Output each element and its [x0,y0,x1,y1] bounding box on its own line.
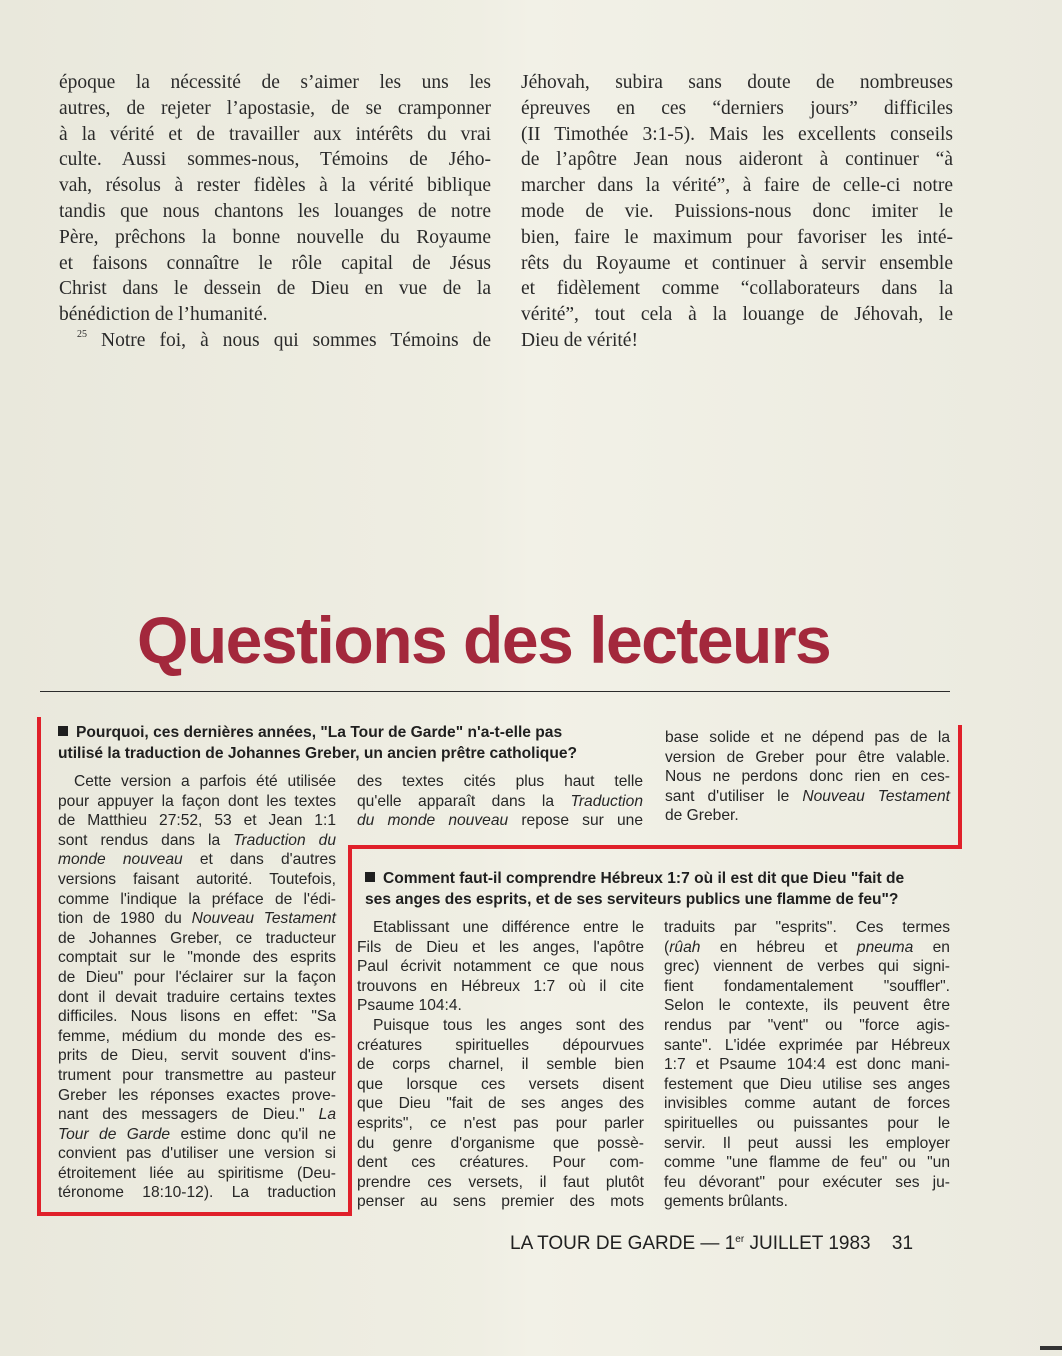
footer-day: 1 [724,1233,736,1254]
text-line: gements brûlants. [664,1193,788,1211]
text-line: de corps charnel, il semble bien [357,1056,644,1074]
text-line: des textes cités plus haut telle [357,773,643,790]
text-line: que lorsque ces versets disent [357,1075,644,1093]
text-line: trument pour transmettre au pasteur [58,1066,336,1084]
text-line: dent ces créatures. Pour com- [357,1154,644,1172]
highlight-border-bottom [37,1212,352,1216]
text-line: et fidèlement comme “collaborateurs dans la [521,278,953,300]
text-line: Puisque tous les anges sont des [373,1016,644,1034]
highlight-border-middle [348,845,962,849]
text-line: rendus par "vent" ou "force agis- [664,1016,950,1034]
scan-edge-mark [1040,1346,1062,1350]
text-line: difficiles. Nous lisons en effet: "Sa [58,1008,336,1026]
text-line: $^{25}$ Notre foi, à nous qui sommes Témoins de [77,328,491,351]
question-title-line: Pourquoi, ces dernières années, "La Tour de Garde" n'a-t-elle pas [58,722,577,743]
text-line: bien, faire le maximum pour favoriser les inté- [521,226,953,248]
text-line: sant d'utiliser le Nouveau Testament [665,787,950,805]
text-line: Père, prêchons la bonne nouvelle du Royaume [59,226,491,248]
text-line: invisibles comme autant de forces [664,1095,950,1113]
text-line: Dieu de vérité! [521,329,638,351]
title-divider [40,691,950,692]
text-line: marcher dans la vérité”, à faire de celle-ci notre [521,175,953,197]
text-line: spirituelles ou puissantes pour le [664,1114,950,1132]
top-article-right-column [521,70,953,354]
text-line: prendre ces versets, il faut plutôt [357,1173,644,1191]
question-2-column-1 [357,918,644,1212]
text-line: sont rendus dans la Traduction du [58,831,336,849]
text-line: vah, résolus à rester fidèles à la vérité biblique [59,175,491,197]
text-line: comptait sur le "monde des esprits [58,949,336,967]
section-title: Questions des lecteurs [137,603,831,677]
text-line: Etablissant une différence entre le [373,919,644,936]
text-line: vérité”, tout cela à la louange de Jéhovah, le [521,304,953,326]
text-line: épreuves en ces “derniers jours” difficiles [521,97,953,119]
question-2-column-2 [664,918,950,1212]
text-line: esprits", ce n'est pas pour parler [357,1114,644,1132]
question-1-column-3 [665,728,950,826]
text-line: comme l'indique la préface de l'édi- [58,890,336,908]
text-line: autres, de rejeter l’apostasie, de se cramponner [59,97,491,119]
question-title-line: utilisé la traduction de Johannes Greber, un ancien prêtre catholique? [58,745,578,762]
text-line: du monde nouveau repose sur une [357,812,643,830]
text-line: du genre d'organisme que possè- [357,1134,644,1152]
text-line: Cette version a parfois été utilisée [74,773,336,790]
square-bullet-icon [365,872,375,882]
text-line: penser au sens premier des mots [357,1193,644,1211]
text-line: et faisons connaître le rôle capital de Jésus [59,252,491,274]
text-line: étroitement liée au spiritisme (Deu- [58,1164,336,1182]
text-line: monde nouveau et dans d'autres [58,851,336,869]
text-line: que Dieu "fait de ses anges des [357,1095,644,1113]
question-2-title [365,868,904,910]
text-line: de Matthieu 27:52, 53 et Jean 1:1 [58,812,336,830]
text-line: (II Timothée 3:1-5). Mais les excellents conseils [521,123,953,145]
text-line: prits de Dieu, servit souvent d'ins- [58,1047,336,1065]
top-article-left-column [59,70,491,354]
page-number: 31 [891,1233,914,1254]
text-line: Christ dans le dessein de Dieu en vue de la [59,278,491,300]
text-line: culte. Aussi sommes-nous, Témoins de Jého- [59,149,491,171]
text-line: Nous ne perdons donc rien en ces- [665,768,950,786]
text-line: convient pas d'utiliser une version si [58,1145,336,1163]
text-line: base solide et ne dépend pas de la [665,729,950,746]
text-line: mode de vie. Puissions-nous donc imiter le [521,200,953,222]
text-line: téronome 18:10-12). La traduction [58,1184,336,1202]
highlight-border-right [958,725,962,849]
page-footer [510,1228,913,1256]
text-line: rêts du Royaume et continuer à servir ensemble [521,252,953,274]
text-line: Tour de Garde estime donc qu'il ne [58,1125,337,1143]
text-line: 1:7 et Psaume 104:4 est donc mani- [664,1056,950,1074]
text-line: dont il devait traduire certains textes [58,988,336,1006]
text-line: pour appuyer la façon dont les textes [58,792,336,810]
text-line: comme "une flamme de feu" ou "un [664,1154,950,1172]
text-line: feu dévorant" pour exécuter ses ju- [664,1173,950,1191]
text-line: Greber les réponses exactes prove- [58,1086,336,1104]
text-line: nant des messagers de Dieu." La [58,1106,336,1124]
text-line: femme, médium du monde des es- [58,1027,336,1045]
text-line: Selon le contexte, ils peuvent être [664,997,950,1015]
text-line: de Greber. [665,807,739,825]
text-line: traduits par "esprits". Ces termes [664,919,950,936]
text-line: versions faisant autorité. Toutefois, [58,870,336,888]
text-line: de Dieu" pour l'éclairer sur la façon [58,968,336,986]
footer-dash: — [700,1233,720,1254]
text-line: Jéhovah, subira sans doute de nombreuses [521,72,953,93]
question-1-title [58,722,577,764]
footer-day-suffix: er [735,1234,745,1245]
question-1-column-1 [58,772,336,1203]
text-line: tion de 1980 du Nouveau Testament [58,910,336,928]
text-line: trouvons en Hébreux 1:7 où il cite [357,977,644,995]
text-line: version de Greber pour être valable. [665,748,950,766]
text-line: tandis que nous chantons les louanges de notre [59,200,491,222]
text-line: (rûah en hébreu et pneuma en [664,938,950,956]
question-title-line: ses anges des esprits, et de ses serviteurs publics une flamme de feu"? [365,891,899,908]
footer-magazine: LA TOUR DE GARDE [510,1233,696,1254]
text-line: grec) viennent de verbes qui signi- [664,958,950,976]
highlight-border-left [37,717,41,1216]
text-line: Psaume 104:4. [357,997,462,1015]
text-line: Paul écrivit notamment ce que nous [357,958,644,976]
text-line: servir. Il peut aussi les employer [664,1134,950,1152]
text-line: sante". L'idée exprimée par Hébreux [664,1036,950,1054]
paragraph-number: 25 [77,328,87,340]
text-line: de Johannes Greber, ce traducteur [58,929,336,947]
question-title-line: Comment faut-il comprendre Hébreux 1:7 où il est dit que Dieu "fait de [365,868,904,889]
highlight-border-inner-right [348,845,352,1216]
question-1-column-2 [357,772,643,831]
text-line: Fils de Dieu et les anges, l'apôtre [357,938,644,956]
text-line: à la vérité et de travailler aux intérêts du vrai [59,123,491,145]
footer-month-year: JUILLET 1983 [749,1233,871,1254]
text-line: fient fondamentalement "souffler". [664,977,950,995]
text-line: festement que Dieu utilise ses anges [664,1075,950,1093]
text-line: créatures spirituelles dépourvues [357,1036,644,1054]
square-bullet-icon [58,726,68,736]
text-line: époque la nécessité de s’aimer les uns les [59,72,491,93]
text-line: bénédiction de l’humanité. [59,304,268,326]
text-line: qu'elle apparaît dans la Traduction [357,792,643,810]
text-line: de l’apôtre Jean nous aideront à continuer “à [521,149,953,171]
